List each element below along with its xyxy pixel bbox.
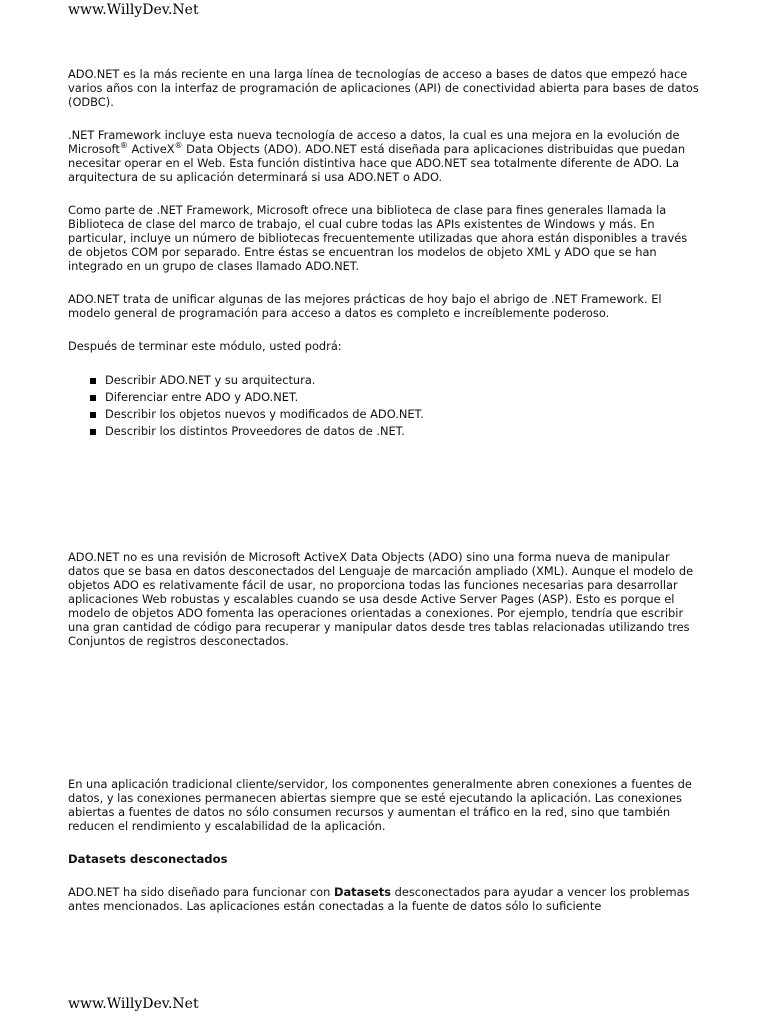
text-segment: .NET Framework incluye esta nueva tecnología de acceso a datos, la cual es una mejora en la evolución de Microsoft bbox=[68, 128, 680, 156]
paragraph-objectives-intro: Después de terminar este módulo, usted podrá: bbox=[68, 339, 342, 353]
list-item: Describir los distintos Proveedores de datos de .NET. bbox=[90, 423, 703, 440]
section-heading: Datasets desconectados bbox=[68, 852, 228, 866]
registered-mark: ® bbox=[119, 141, 128, 151]
paragraph-ado-intro: ADO.NET es la más reciente en una larga línea de tecnologías de acceso a bases de datos que empezó hace varios años con la interfaz de programación de aplicaciones (API) de conectividad abierta para bases de datos (ODBC). bbox=[68, 67, 699, 109]
paragraph-datasets bbox=[68, 885, 703, 913]
list-item: Describir ADO.NET y su arquitectura. bbox=[90, 372, 703, 389]
document-body bbox=[68, 67, 703, 932]
objectives-list bbox=[68, 372, 703, 440]
paragraph-client-server: En una aplicación tradicional cliente/servidor, los componentes generalmente abren conexiones a fuentes de datos, y las conexiones permanecen abiertas siempre que se esté ejecutando la aplicación. Las conexiones abiertas a fuentes de datos no sólo consumen recursos y aumentan el tráfico en la red, sino que también reducen el rendimiento y escalabilidad de la aplicación. bbox=[68, 777, 692, 833]
page-footer: www.WillyDev.Net bbox=[68, 996, 199, 1012]
text-segment: ADO.NET ha sido diseñado para funcionar con bbox=[68, 885, 334, 899]
text-segment: desconectados para ayudar a vencer los problemas antes mencionados. Las aplicaciones están conectadas a la fuente de datos sólo lo suficiente bbox=[68, 885, 690, 913]
text-segment: Data Objects (ADO). ADO.NET está diseñada para aplicaciones distribuidas que puedan necesitar operar en el Web. Esta función distintiva hace que ADO.NET sea totalmente diferente de ADO. La arquitectura de su aplicación determinará si usa ADO.NET o ADO. bbox=[68, 142, 686, 184]
list-item: Diferenciar entre ADO y ADO.NET. bbox=[90, 389, 703, 406]
paragraph-unify-practices: ADO.NET trata de unificar algunas de las mejores prácticas de hoy bajo el abrigo de .NET Framework. El modelo general de programación para acceso a datos es completo e increíblemente poderoso. bbox=[68, 292, 662, 320]
list-item: Describir los objetos nuevos y modificados de ADO.NET. bbox=[90, 406, 703, 423]
spacer bbox=[68, 440, 703, 550]
bold-term: Datasets bbox=[334, 885, 392, 899]
page-header: www.WillyDev.Net bbox=[68, 2, 199, 18]
registered-mark: ® bbox=[174, 141, 183, 151]
spacer bbox=[68, 667, 703, 777]
paragraph-class-library: Como parte de .NET Framework, Microsoft ofrece una biblioteca de clase para fines generales llamada la Biblioteca de clase del marco de trabajo, el cual cubre todas las APIs existentes de Windows y más. En particular, incluye un número de bibliotecas frecuentemente utilizadas que ahora están disponibles a través de objetos COM por separado. Entre éstas se encuentran los modelos de objeto XML y ADO que se han integrado en un grupo de clases llamado ADO.NET. bbox=[68, 203, 688, 273]
paragraph-ado-revision: ADO.NET no es una revisión de Microsoft ActiveX Data Objects (ADO) sino una forma nueva de manipular datos que se basa en datos desconectados del Lenguaje de marcación ampliado (XML). Aunque el modelo de objetos ADO es relativamente fácil de usar, no proporciona todas las funciones necesarias para desarrollar aplicaciones Web robustas y escalables cuando se usa desde Active Server Pages (ASP). Esto es porque el modelo de objetos ADO fomenta las operaciones orientadas a conexiones. Por ejemplo, tendría que escribir una gran cantidad de código para recuperar y manipular datos desde tres tablas relacionadas utilizando tres Conjuntos de registros desconectados. bbox=[68, 550, 694, 648]
paragraph-net-framework bbox=[68, 128, 703, 184]
text-segment: ActiveX bbox=[127, 142, 175, 156]
